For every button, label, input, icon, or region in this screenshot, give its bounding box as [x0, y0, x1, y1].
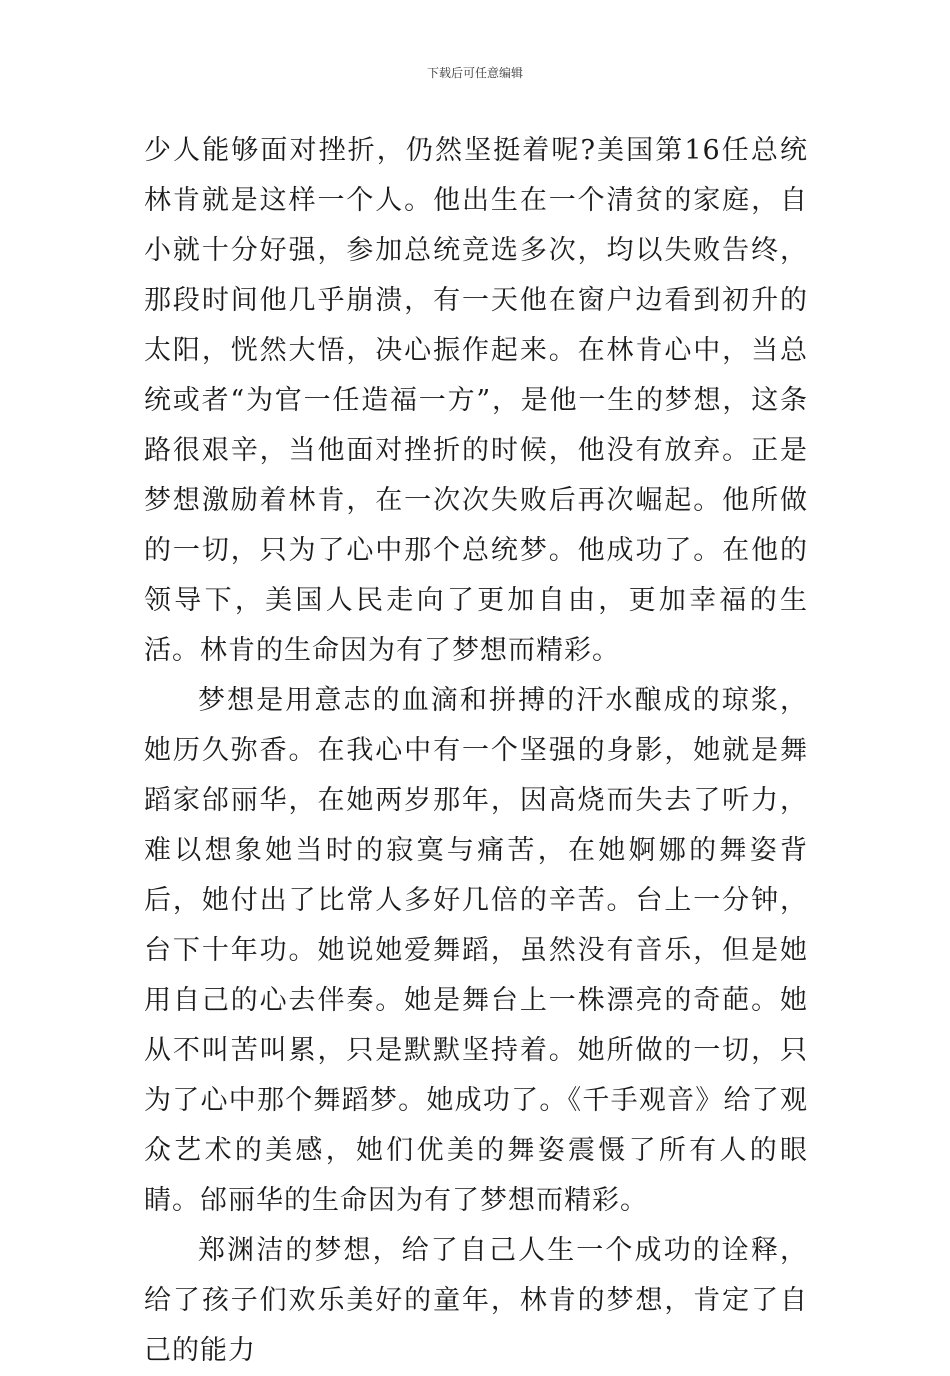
paragraph-lincoln: 少人能够面对挫折，仍然坚挺着呢?美国第16任总统林肯就是这样一个人。他出生在一个清贫的家庭，自小就十分好强，参加总统竞选多次，均以失败告终，那段时间他几乎崩溃，有一天他在窗户边看到初升的太阳，恍然大悟，决心振作起来。在林肯心中，当总统或者“为官一任造福一方”，是他一生的梦想，这条路很艰辛，当他面对挫折的时候，他没有放弃。正是梦想激励着林肯，在一次次失败后再次崛起。他所做的一切，只为了心中那个总统梦。他成功了。在他的领导下，美国人民走向了更加自由，更加幸福的生活。林肯的生命因为有了梦想而精彩。: [144, 135, 808, 666]
page-header-note: 下载后可任意编辑: [426, 66, 523, 80]
document-body: [144, 126, 808, 1376]
paragraph-zheng-yuanjie: 郑渊洁的梦想，给了自己人生一个成功的诠释，给了孩子们欢乐美好的童年，林肯的梦想，肯定了自己的能力: [144, 1235, 808, 1366]
paragraph-tai-lihua: 梦想是用意志的血滴和拼搏的汗水酿成的琼浆，她历久弥香。在我心中有一个坚强的身影，她就是舞蹈家邰丽华，在她两岁那年，因高烧而失去了听力，难以想象她当时的寂寞与痛苦，在她婀娜的舞姿背后，她付出了比常人多好几倍的辛苦。台上一分钟，台下十年功。她说她爱舞蹈，虽然没有音乐，但是她用自己的心去伴奏。她是舞台上一株漂亮的奇葩。她从不叫苦叫累，只是默默坚持着。她所做的一切，只为了心中那个舞蹈梦。她成功了。《千手观音》给了观众艺术的美感，她们优美的舞姿震慑了所有人的眼睛。邰丽华的生命因为有了梦想而精彩。: [144, 685, 808, 1216]
